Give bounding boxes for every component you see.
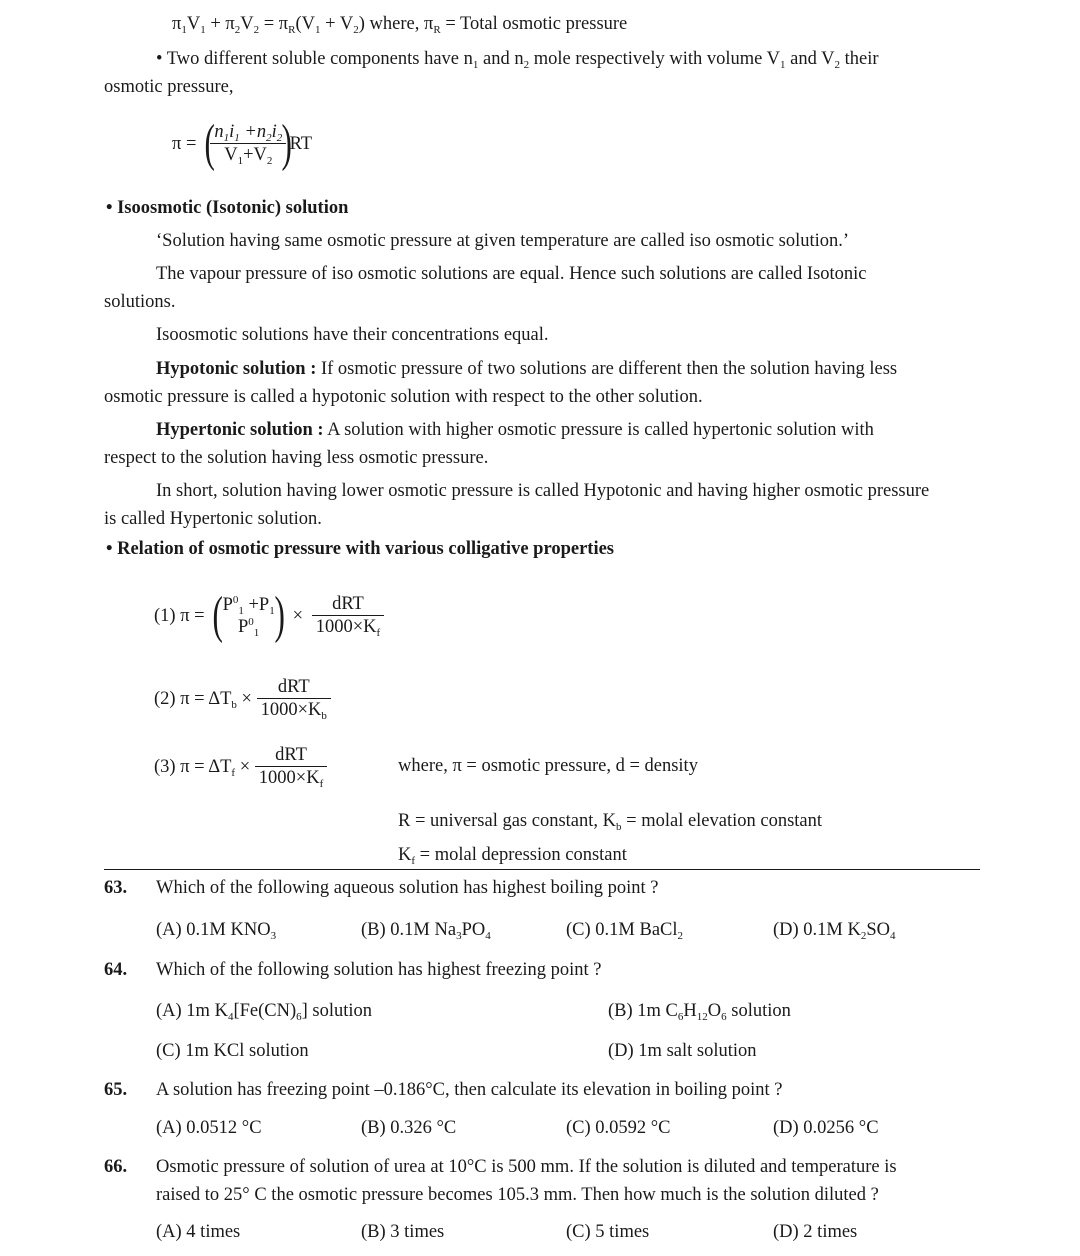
top-equation: $\pi_1V_1 + \pi_2V_2 = \pi_R(V_1 + V_2)$ where, $\pi_R$ = Total osmotic pressure (172, 14, 628, 36)
q64-option-c[interactable]: (C) 1m KCl solution (156, 1041, 309, 1061)
question-text-65: A solution has freezing point –0.186°C, then calculate its elevation in boiling point ? (156, 1080, 783, 1100)
bullet-dot: • (156, 49, 163, 69)
q64-option-b[interactable]: (B) 1m $C_6H_{12}O_6$ solution (608, 1001, 791, 1023)
top-eq-where: where, (369, 14, 420, 34)
question-text-66-line-2: raised to 25° C the osmotic pressure becomes 105.3 mm. Then how much is the solution diluted ? (156, 1185, 879, 1205)
section-divider (104, 869, 980, 870)
q65-option-a[interactable]: (A) 0.0512 °C (156, 1118, 262, 1138)
question-text-66-line-1: Osmotic pressure of solution of urea at 10°C is 500 mm. If the solution is diluted and temperature is (156, 1157, 897, 1177)
isoosmotic-definition: ‘Solution having same osmotic pressure at given temperature are called iso osmotic solution.’ (156, 231, 850, 251)
q66-option-b[interactable]: (B) 3 times (361, 1222, 445, 1242)
hypotonic-line-1: Hypotonic solution : If osmotic pressure of two solutions are different then the solution having less (156, 359, 898, 379)
question-text-63: Which of the following aqueous solution has highest boiling point ? (156, 878, 659, 898)
question-number-66: 66. (104, 1157, 128, 1177)
hypotonic-line-2: osmotic pressure is called a hypotonic solution with respect to the other solution. (104, 387, 703, 407)
q63-option-c[interactable]: (C) 0.1M BaCl$_2$ (566, 920, 684, 942)
top-eq-total: = Total osmotic pressure (445, 14, 628, 34)
isoosmotic-heading: • Isoosmotic (Isotonic) solution (106, 198, 349, 218)
q64-option-d[interactable]: (D) 1m salt solution (608, 1041, 757, 1061)
in-short-line-2: is called Hypertonic solution. (104, 509, 322, 529)
q63-option-b[interactable]: (B) 0.1M $Na_3PO_4$ (361, 920, 491, 942)
q66-option-c[interactable]: (C) 5 times (566, 1222, 650, 1242)
relation-heading: • Relation of osmotic pressure with various colligative properties (106, 539, 614, 559)
q65-option-b[interactable]: (B) 0.326 °C (361, 1118, 457, 1138)
relation-formula-3: (3) $\pi = \Delta T_f$ × $\frac{\text{dRT}}{1000\times K_f}$ (154, 744, 327, 789)
bullet-two-components: • Two different soluble components have $n_1$ and $n_2$ mole respectively with volume $V_1$ and $V_2$ their (156, 49, 879, 71)
hypertonic-line-2: respect to the solution having less osmotic pressure. (104, 448, 489, 468)
question-number-63: 63. (104, 878, 128, 898)
relation-formula-2: (2) $\pi = \Delta T_b$ × $\frac{\text{dRT}}{1000\times K_b}$ (154, 676, 331, 721)
q65-option-c[interactable]: (C) 0.0592 °C (566, 1118, 671, 1138)
q64-option-a[interactable]: (A) 1m $K_4[Fe(CN)_6]$ solution (156, 1001, 373, 1023)
in-short-line-1: In short, solution having lower osmotic pressure is called Hypotonic and having higher osmotic pressure (156, 481, 930, 501)
vapour-pressure-line-1: The vapour pressure of iso osmotic solutions are equal. Hence such solutions are called Isotonic (156, 264, 867, 284)
question-number-65: 65. (104, 1080, 128, 1100)
relation-k-constant: $K_f$ = molal depression constant (398, 845, 627, 867)
concentration-equal: Isoosmotic solutions have their concentrations equal. (156, 325, 549, 345)
bullet-continuation: osmotic pressure, (104, 77, 234, 97)
q66-option-d[interactable]: (D) 2 times (773, 1222, 858, 1242)
relation-formula-1: (1) π = ( $P^0_1 +P_1$ $P^0_1$ ) × $\frac{\text{dRT}}{1000\times K_f}$ (154, 590, 384, 641)
formula-mixture: π = ( $\frac{n_1i_1 +n_2i_2}{V_1+V_2}$ )RT (172, 114, 313, 172)
q65-option-d[interactable]: (D) 0.0256 °C (773, 1118, 879, 1138)
relation-r-constant: R = universal gas constant, $K_b$ = molal elevation constant (398, 811, 823, 833)
q66-option-a[interactable]: (A) 4 times (156, 1222, 241, 1242)
relation-where: where, π = osmotic pressure, d = density (398, 756, 698, 776)
question-text-64: Which of the following solution has highest freezing point ? (156, 960, 602, 980)
q63-option-a[interactable]: (A) 0.1M $KNO_3$ (156, 920, 277, 942)
q63-option-d[interactable]: (D) 0.1M $K_2SO_4$ (773, 920, 896, 942)
hypertonic-line-1: Hypertonic solution : A solution with higher osmotic pressure is called hypertonic solution with (156, 420, 874, 440)
question-number-64: 64. (104, 960, 128, 980)
vapour-pressure-line-2: solutions. (104, 292, 176, 312)
